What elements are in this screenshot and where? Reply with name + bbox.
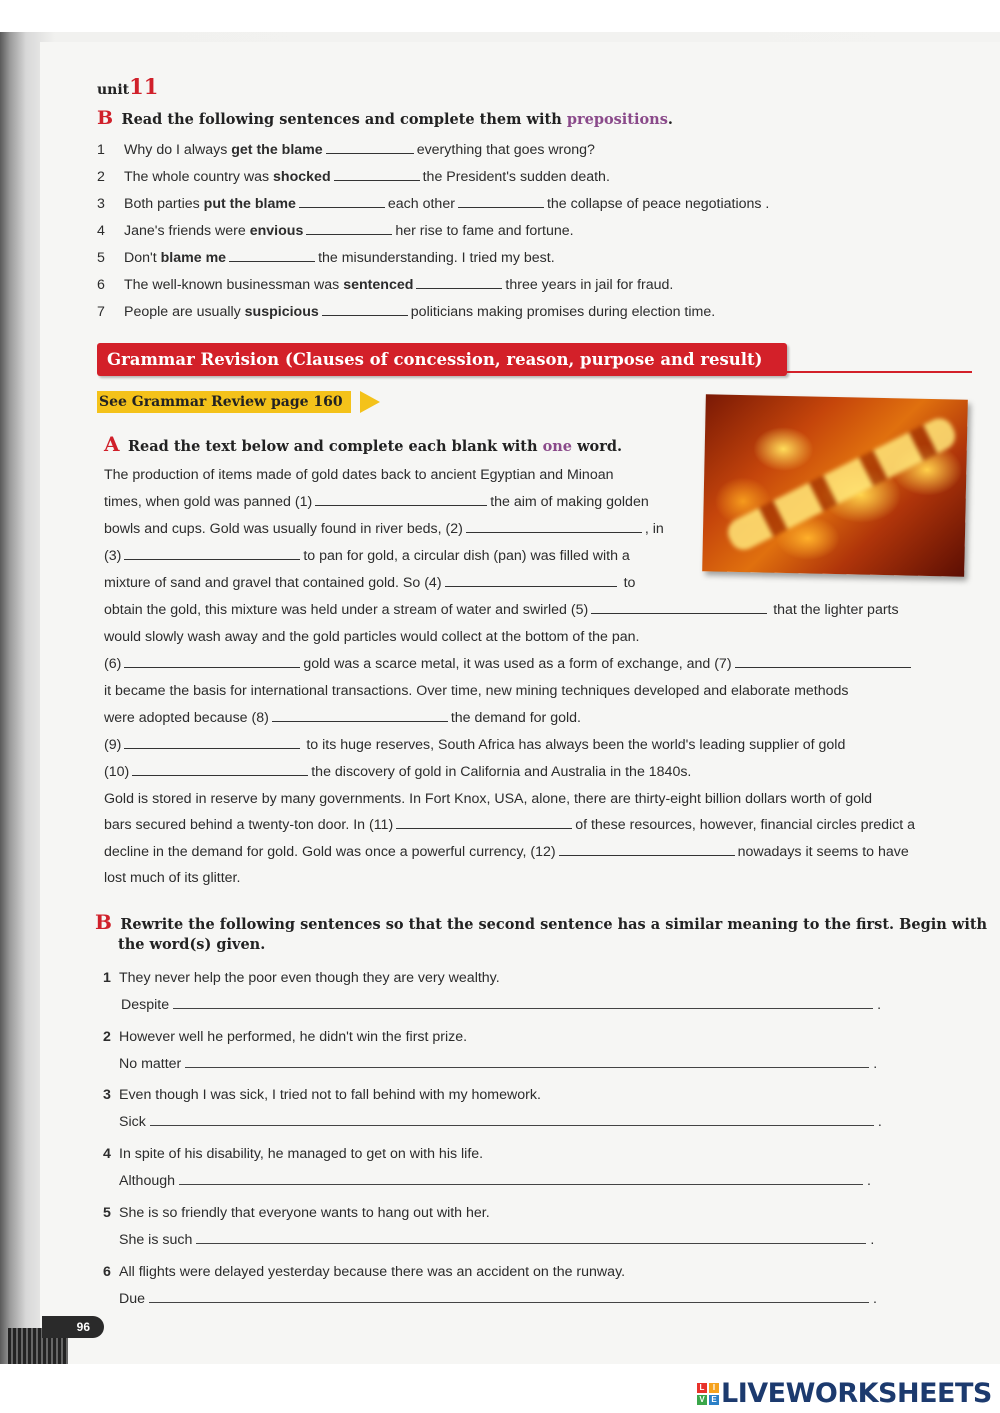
answer-line[interactable] xyxy=(150,1115,874,1126)
gap-7-blank[interactable] xyxy=(735,655,911,668)
item-sentence: In spite of his disability, he managed to get on with his life. xyxy=(119,1146,484,1162)
text-segment: times, when gold was panned (1) xyxy=(104,494,313,510)
list-item xyxy=(97,168,610,186)
item-text: politicians making promises during election time. xyxy=(410,304,716,320)
grammar-review-link[interactable]: See Grammar Review page 160 xyxy=(97,391,351,413)
item-sentence: All flights were delayed yesterday because there was an accident on the runway. xyxy=(119,1264,626,1280)
unit-number: 11 xyxy=(129,74,159,99)
text-line xyxy=(104,869,240,887)
end-period: . xyxy=(873,1291,877,1307)
liveworksheets-logo[interactable] xyxy=(697,1378,992,1409)
answer-line[interactable] xyxy=(179,1174,863,1185)
end-period: . xyxy=(877,1114,882,1130)
item-sentence: They never help the poor even though they are very wealthy. xyxy=(119,970,500,986)
starter-word: Sick xyxy=(119,1114,146,1130)
text-line xyxy=(104,709,581,727)
text-line xyxy=(104,763,691,781)
instruction-keyword: prepositions xyxy=(566,111,668,128)
starter-word: No matter xyxy=(119,1056,182,1072)
text-line xyxy=(104,655,914,673)
gold-chain-shape xyxy=(723,414,960,555)
item-number: 2 xyxy=(103,1029,111,1045)
item-keyword: envious xyxy=(249,223,304,239)
gold-chain-photo xyxy=(702,394,968,576)
rewrite-item-2 xyxy=(103,1029,877,1072)
end-period: . xyxy=(873,1056,878,1072)
item-number: 6 xyxy=(103,1264,111,1280)
rewrite-item-1 xyxy=(103,970,881,1013)
gap-5-blank[interactable] xyxy=(591,601,767,614)
item-number: 6 xyxy=(97,277,105,293)
text-segment: Gold is stored in reserve by many governments. In Fort Knox, USA, alone, there are thirty-eight billion dollars worth of gold xyxy=(104,791,873,807)
exercise-b-prepositions-heading xyxy=(97,107,673,129)
text-segment: that the lighter parts xyxy=(773,602,899,618)
item-number: 1 xyxy=(97,142,105,158)
exercise-letter: B xyxy=(97,107,114,129)
text-line xyxy=(104,520,664,538)
answer-blank[interactable] xyxy=(326,141,414,154)
starter-word: Although xyxy=(119,1173,176,1189)
answer-blank[interactable] xyxy=(334,168,420,181)
item-sentence: However well he performed, he didn't win the first prize. xyxy=(119,1029,468,1045)
item-text: Don't xyxy=(124,250,161,266)
text-line xyxy=(104,843,909,861)
text-segment: (10) xyxy=(104,764,130,780)
text-segment: would slowly wash away and the gold particles would collect at the bottom of the pan. xyxy=(104,629,640,645)
text-segment: to xyxy=(623,575,636,591)
text-line xyxy=(104,466,614,484)
unit-heading xyxy=(97,74,158,99)
item-text: Jane's friends were xyxy=(124,223,250,239)
text-segment: bars secured behind a twenty-ton door. In (11) xyxy=(104,817,394,833)
text-segment: (6) xyxy=(104,656,122,672)
rewrite-item-3 xyxy=(103,1087,882,1130)
text-segment: (9) xyxy=(104,737,122,753)
instruction-text: Read the text below and complete each blank with xyxy=(127,438,543,455)
logo-tile: I xyxy=(709,1383,719,1393)
answer-blank[interactable] xyxy=(229,249,315,262)
item-keyword: blame me xyxy=(160,250,227,266)
text-line xyxy=(104,682,848,700)
list-item xyxy=(97,303,715,321)
text-segment: decline in the demand for gold. Gold was once a powerful currency, (12) xyxy=(104,844,556,860)
item-text: her rise to fame and fortune. xyxy=(395,223,574,239)
text-segment: mixture of sand and gravel that contained gold. So (4) xyxy=(104,575,442,591)
text-segment: the demand for gold. xyxy=(450,710,581,726)
logo-tile: V xyxy=(697,1395,707,1405)
instruction-end: . xyxy=(667,111,673,128)
text-segment: to its huge reserves, South Africa has always been the world's leading supplier of gold xyxy=(306,737,846,753)
text-segment: nowadays it seems to have xyxy=(737,844,909,860)
unit-word: unit xyxy=(97,82,130,98)
answer-line[interactable] xyxy=(149,1292,869,1303)
starter-word: Due xyxy=(119,1291,146,1307)
instruction-text: the word(s) given. xyxy=(118,936,266,953)
rewrite-item-5 xyxy=(103,1205,874,1248)
page-number: 96 xyxy=(42,1316,104,1338)
item-number: 5 xyxy=(97,250,105,266)
item-text: everything that goes wrong? xyxy=(416,142,595,158)
list-item xyxy=(97,249,555,267)
grammar-revision-banner: Grammar Revision (Clauses of concession, reason, purpose and result) xyxy=(97,343,787,376)
list-item xyxy=(97,141,595,159)
end-period: . xyxy=(877,997,882,1013)
text-line xyxy=(104,574,635,592)
item-number: 7 xyxy=(97,304,105,320)
item-text: the President's sudden death. xyxy=(422,169,610,185)
answer-blank[interactable] xyxy=(306,222,392,235)
instruction-text: Rewrite the following sentences so that the second sentence has a similar meaning to the first. Begin with xyxy=(120,916,988,933)
starter-word: She is such xyxy=(119,1232,193,1248)
text-line xyxy=(104,547,630,565)
gap-12-blank[interactable] xyxy=(559,843,735,856)
item-text: Why do I always xyxy=(124,142,232,158)
answer-line[interactable] xyxy=(196,1233,866,1244)
item-text: each other xyxy=(387,196,455,212)
answer-blank[interactable] xyxy=(416,276,502,289)
exercise-letter: B xyxy=(95,910,112,934)
text-segment: bowls and cups. Gold was usually found in river beds, (2) xyxy=(104,521,463,537)
starter-word: Despite xyxy=(121,997,170,1013)
text-segment: The production of items made of gold dates back to ancient Egyptian and Minoan xyxy=(104,467,614,483)
text-line xyxy=(104,790,872,808)
gap-1-blank[interactable] xyxy=(315,493,487,506)
gap-11-blank[interactable] xyxy=(396,816,572,829)
item-sentence: Even though I was sick, I tried not to fall behind with my homework. xyxy=(119,1087,541,1103)
logo-tile: L xyxy=(697,1383,707,1393)
list-item xyxy=(97,222,574,240)
text-segment: it became the basis for international transactions. Over time, new mining techniques developed and elaborate methods xyxy=(104,683,849,699)
text-segment: the discovery of gold in California and Australia in the 1840s. xyxy=(311,764,692,780)
arrow-right-icon xyxy=(360,391,380,413)
item-number: 3 xyxy=(103,1087,111,1103)
item-number: 1 xyxy=(103,970,111,986)
answer-blank[interactable] xyxy=(458,195,544,208)
item-number: 4 xyxy=(97,223,105,239)
gap-6-blank[interactable] xyxy=(124,655,300,668)
gap-3-blank[interactable] xyxy=(124,547,300,560)
item-text: three years in jail for fraud. xyxy=(505,277,674,293)
exercise-a-heading xyxy=(104,432,622,456)
text-line xyxy=(104,493,649,511)
banner-rule xyxy=(785,371,972,373)
item-text: People are usually xyxy=(124,304,245,320)
item-keyword: suspicious xyxy=(244,304,319,320)
exercise-b-rewrite-heading xyxy=(95,910,987,953)
item-text: the collapse of peace negotiations . xyxy=(546,196,770,212)
text-line xyxy=(104,736,845,754)
text-segment: lost much of its glitter. xyxy=(104,870,241,886)
item-text: the misunderstanding. I tried my best. xyxy=(318,250,555,266)
text-segment: , in xyxy=(644,521,664,537)
text-line xyxy=(104,601,899,619)
gap-4-blank[interactable] xyxy=(445,574,617,587)
item-keyword: put the blame xyxy=(203,196,296,212)
gap-2-blank[interactable] xyxy=(466,520,642,533)
logo-tile: E xyxy=(709,1395,719,1405)
exercise-letter: A xyxy=(104,432,120,456)
text-segment: obtain the gold, this mixture was held under a stream of water and swirled (5) xyxy=(104,602,589,618)
text-segment: were adopted because (8) xyxy=(104,710,269,726)
text-segment: to pan for gold, a circular dish (pan) was filled with a xyxy=(303,548,630,564)
text-segment: of these resources, however, financial circles predict a xyxy=(575,817,916,833)
text-line xyxy=(104,816,915,834)
gap-10-blank[interactable] xyxy=(132,763,308,776)
item-text: Both parties xyxy=(124,196,204,212)
item-keyword: sentenced xyxy=(343,277,414,293)
instruction-text: Read the following sentences and complete them with xyxy=(121,111,567,128)
item-number: 5 xyxy=(103,1205,111,1221)
answer-blank[interactable] xyxy=(322,303,408,316)
item-keyword: get the blame xyxy=(231,142,323,158)
end-period: . xyxy=(867,1173,871,1189)
text-segment: the aim of making golden xyxy=(490,494,649,510)
item-number: 4 xyxy=(103,1146,111,1162)
text-segment: gold was a scarce metal, it was used as a form of exchange, and (7) xyxy=(303,656,732,672)
liveworksheets-icon xyxy=(697,1383,719,1405)
list-item xyxy=(97,195,769,213)
item-number: 3 xyxy=(97,196,105,212)
answer-line[interactable] xyxy=(173,998,873,1009)
rewrite-item-6 xyxy=(103,1264,877,1307)
text-segment: (3) xyxy=(104,548,122,564)
item-number: 2 xyxy=(97,169,105,185)
answer-blank[interactable] xyxy=(299,195,385,208)
text-line xyxy=(104,628,640,646)
item-sentence: She is so friendly that everyone wants to hang out with her. xyxy=(119,1205,490,1221)
list-item xyxy=(97,276,673,294)
item-text: The well-known businessman was xyxy=(124,277,344,293)
gap-9-blank[interactable] xyxy=(124,736,300,749)
end-period: . xyxy=(870,1232,875,1248)
rewrite-item-4 xyxy=(103,1146,871,1189)
item-text: The whole country was xyxy=(124,169,274,185)
instruction-keyword: one xyxy=(542,438,573,455)
instruction-text: word. xyxy=(572,438,623,455)
gap-8-blank[interactable] xyxy=(272,709,448,722)
answer-line[interactable] xyxy=(185,1057,869,1068)
brand-name: LIVEWORKSHEETS xyxy=(721,1378,992,1409)
item-keyword: shocked xyxy=(273,169,331,185)
